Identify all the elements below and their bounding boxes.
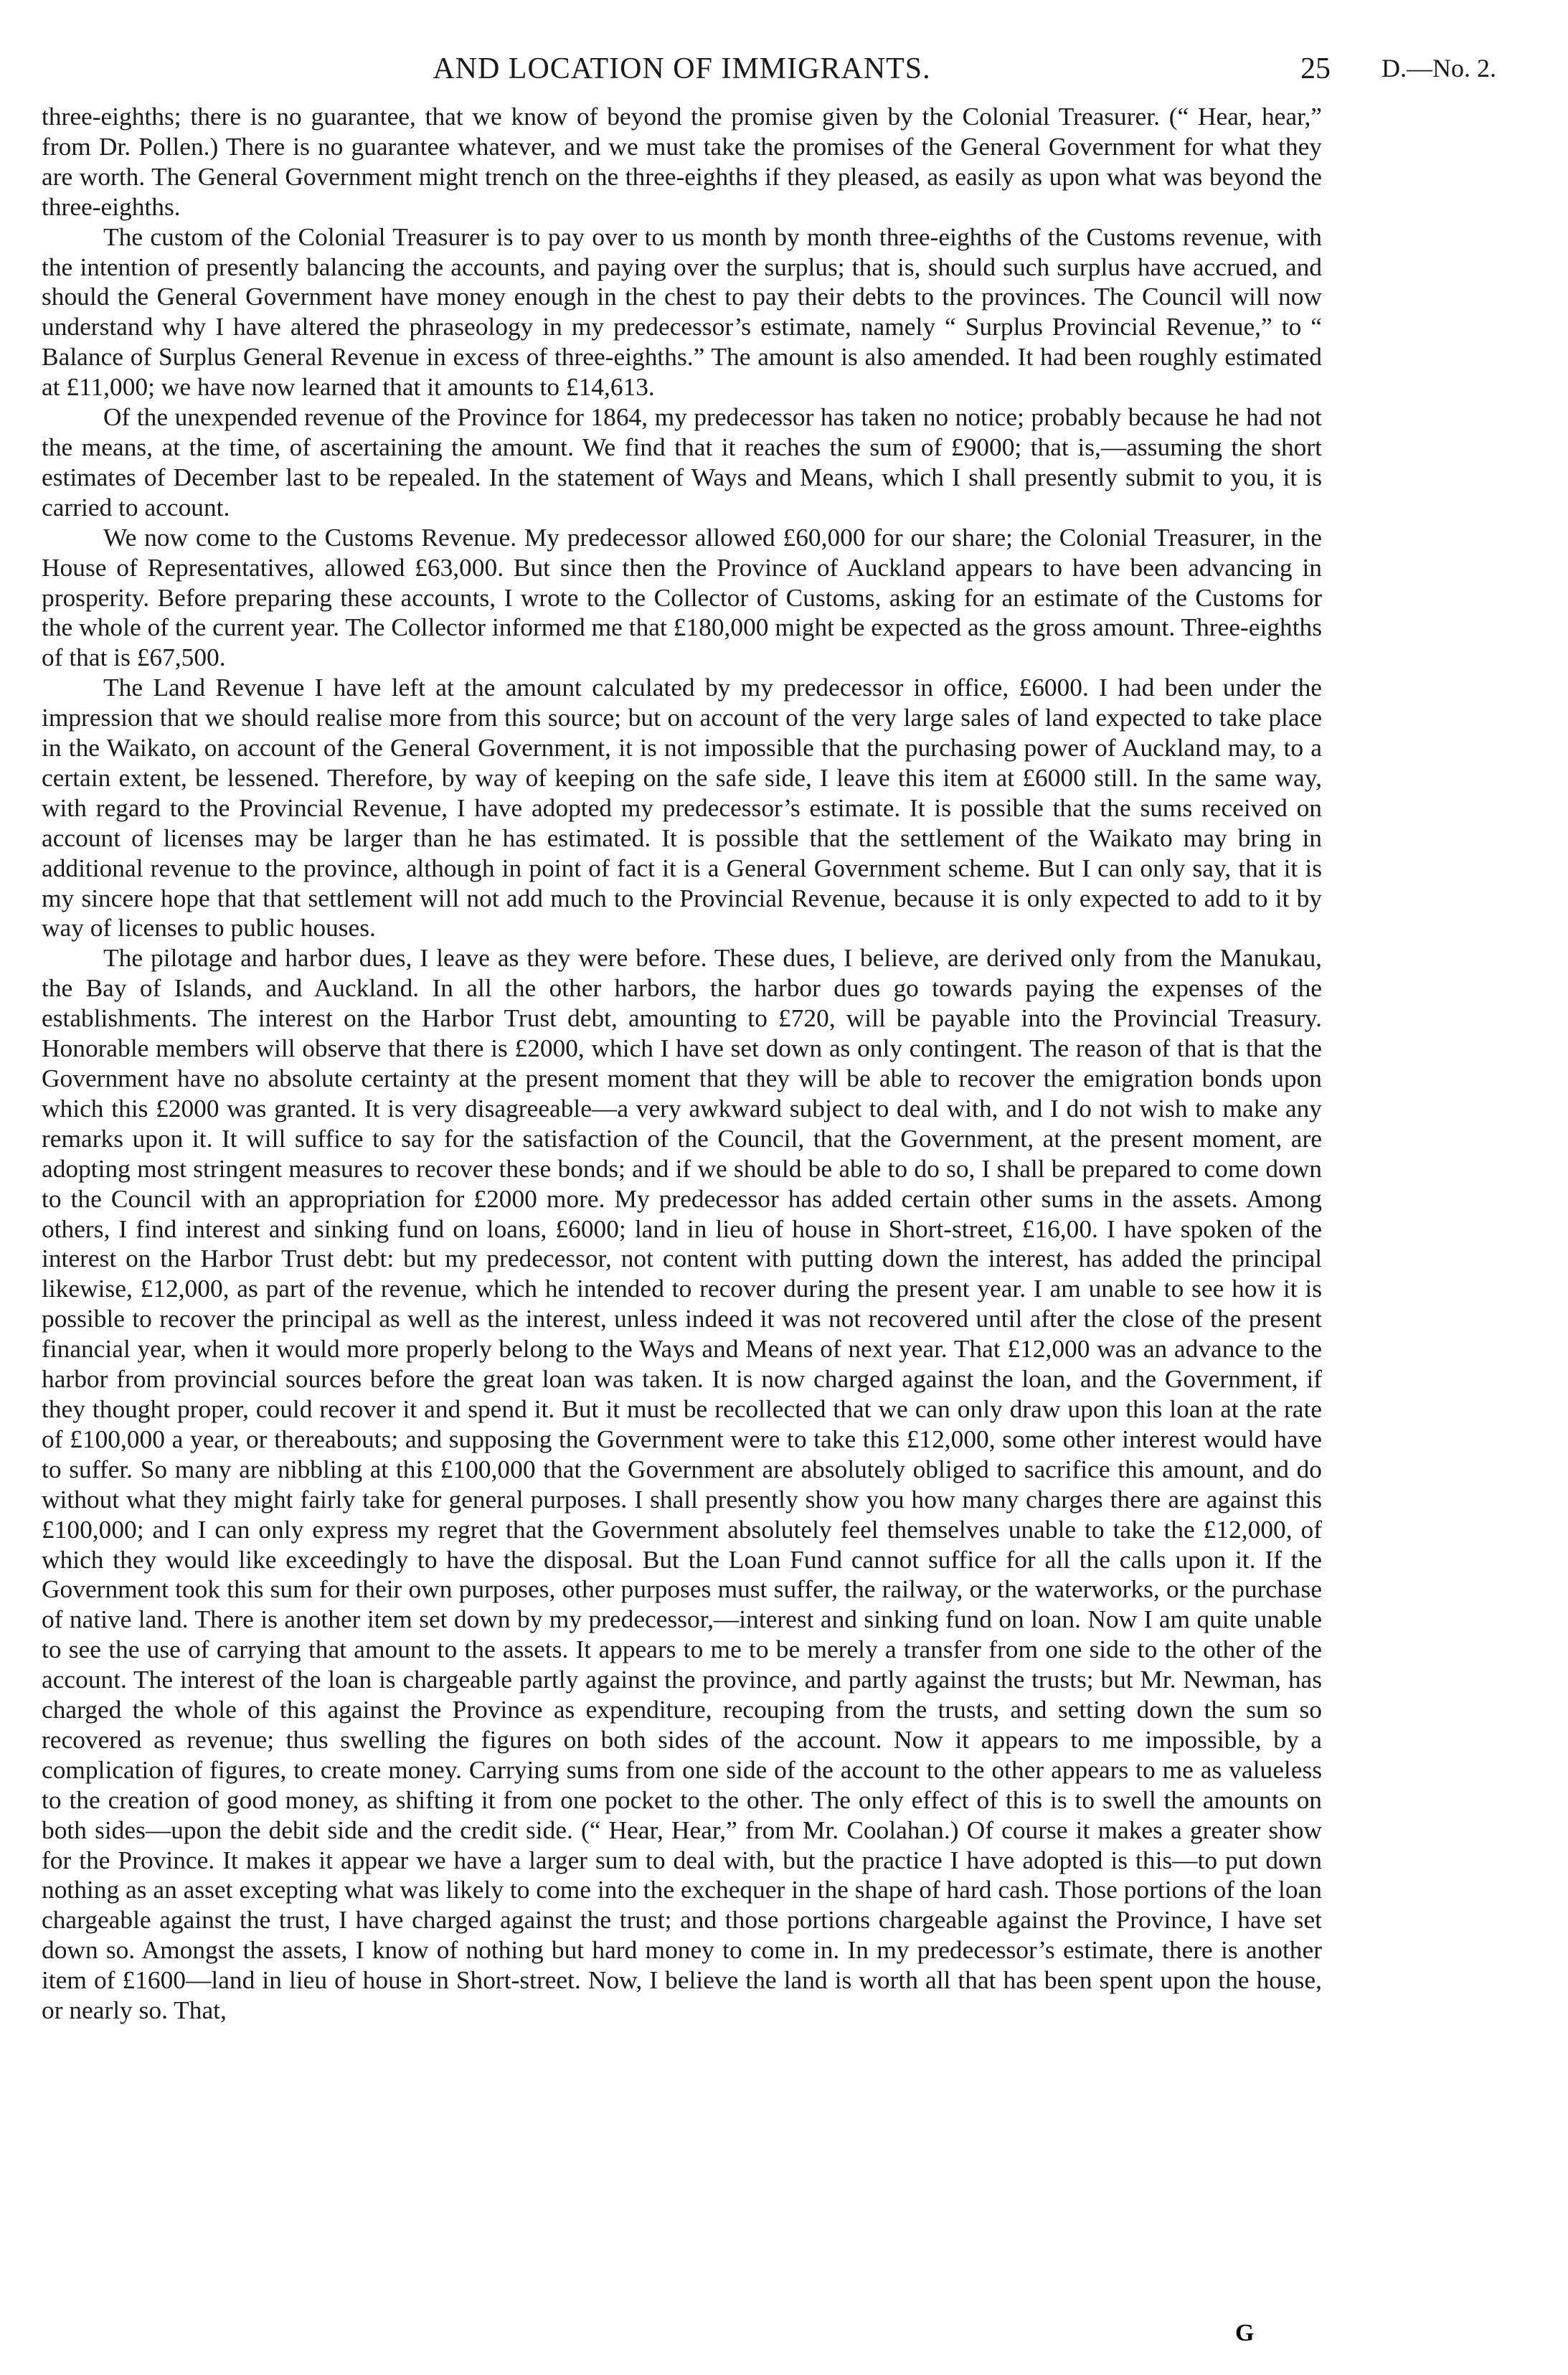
- paragraph: three-eighths; there is no guarantee, that we know of beyond the promise given by the Colonial Treasurer. (“ Hear, hear,” from Dr. Pollen.) There is no guarantee whatever, and we must take the promises of the General Government for what they are worth. The General Government might trench on the three-eighths if they pleased, as easily as upon what was beyond the three-eighths.: [42, 102, 1322, 221]
- paragraph: We now come to the Customs Revenue. My predecessor allowed £60,000 for our share; the Colonial Treasurer, in the House of Representatives, allowed £63,000. But since then the Province of Auckland appears to have been advancing in prosperity. Before preparing these accounts, I wrote to the Collector of Customs, asking for an estimate of the Customs for the whole of the current year. The Collector informed me that £180,000 might be expected as the gross amount. Three-eighths of that is £67,500.: [42, 522, 1322, 672]
- paragraph: Of the unexpended revenue of the Province for 1864, my predecessor has taken no notice; probably because he had not the means, at the time, of ascertaining the amount. We find that it reaches the sum of £9000; that is,—assuming the short estimates of December last to be repealed. In the statement of Ways and Means, which I shall presently submit to you, it is carried to account.: [42, 402, 1322, 521]
- paragraph: The pilotage and harbor dues, I leave as they were before. These dues, I believe, are derived only from the Manukau, the Bay of Islands, and Auckland. In all the other harbors, the harbor dues go towards paying the expenses of the establishments. The interest on the Harbor Trust debt, amounting to £720, will be payable into the Provincial Treasury. Honorable members will observe that there is £2000, which I have set down as only contingent. The reason of that is that the Government have no absolute certainty at the present moment that they will be able to recover the emigration bonds upon which this £2000 was granted. It is very disagreeable—a very awkward subject to deal with, and I do not wish to make any remarks upon it. It will suffice to say for the satisfaction of the Council, that the Government, at the present moment, are adopting most stringent measures to recover these bonds; and if we should be able to do so, I shall be prepared to come down to the Council with an appropriation for £2000 more. My predecessor has added certain other sums in the assets. Among others, I find interest and sinking fund on loans, £6000; land in lieu of house in Short-street, £16,00. I have spoken of the interest on the Harbor Trust debt: but my predecessor, not content with putting down the interest, has added the principal likewise, £12,000, as part of the revenue, which he intended to recover during the present year. I am unable to see how it is possible to recover the principal as well as the interest, unless indeed it was not recovered until after the close of the present financial year, when it would more properly belong to the Ways and Means of next year. That £12,000 was an advance to the harbor from provincial sources before the great loan was taken. It is now charged against the loan, and the Government, if they thought proper, could recover it and spend it. But it must be recollected that we can only draw upon this loan at the rate of £100,000 a year, or thereabouts; and supposing the Government were to take this £12,000, some other interest would have to suffer. So many are nibbling at this £100,000 that the Government are absolutely obliged to sacrifice this amount, and do without what they might fairly take for general purposes. I shall presently show you how many charges there are against this £100,000; and I can only express my regret that the Government absolutely feel themselves unable to take the £12,000, of which they would like exceedingly to have the disposal. But the Loan Fund cannot suffice for all the calls upon it. If the Government took this sum for their own purposes, other purposes must suffer, the railway, or the waterworks, or the purchase of native land. There is another item set down by my predecessor,—interest and sinking fund on loan. Now I am quite unable to see the use of carrying that amount to the assets. It appears to me to be merely a transfer from one side to the other of the account. The interest of the loan is chargeable partly against the province, and partly against the trusts; but Mr. Newman, has charged the whole of this against the Province as expenditure, recouping from the trusts, and setting down the sum so recovered as revenue; thus swelling the figures on both sides of the account. Now it appears to me impossible, by a complication of figures, to create money. Carrying sums from one side of the account to the other appears to me as valueless to the creation of good money, as shifting it from one pocket to the other. The only effect of this is to swell the amounts on both sides—upon the debit side and the credit side. (“ Hear, Hear,” from Mr. Coolahan.) Of course it makes a greater show for the Province. It makes it appear we have a larger sum to deal with, but the practice I have adopted is this—to put down nothing as an asset excepting what was likely to come into the exchequer in the shape of hard cash. Those portions of the loan chargeable against the trust, I have charged against the trust; and those portions chargeable against the Province, I have set down so. Amongst the assets, I know of nothing but hard money to come in. In my predecessor’s estimate, there is another item of £1600—land in lieu of house in Short-street. Now, I believe the land is worth all that has been spent upon the house, or nearly so. That,: [42, 943, 1322, 2025]
- paragraph: The custom of the Colonial Treasurer is to pay over to us month by month three-eighths of the Customs revenue, with the intention of presently balancing the accounts, and paying over the surplus; that is, should such surplus have accrued, and should the General Government have money enough in the chest to pay their debts to the provinces. The Council will now understand why I have altered the phraseology in my predecessor’s estimate, namely “ Surplus Provincial Revenue,” to “ Balance of Surplus General Revenue in excess of three-eighths.” The amount is also amended. It had been roughly estimated at £11,000; we have now learned that it amounts to £14,613.: [42, 222, 1322, 402]
- running-header: [42, 52, 1526, 98]
- document-reference: D.—No. 2.: [1382, 54, 1496, 82]
- paragraph: The Land Revenue I have left at the amount calculated by my predecessor in office, £6000. I had been under the impression that we should realise more from this source; but on account of the very large sales of land expected to take place in the Waikato, on account of the General Government, it is not impossible that the purchasing power of Auckland may, to a certain extent, be lessened. Therefore, by way of keeping on the safe side, I leave this item at £6000 still. In the same way, with regard to the Provincial Revenue, I have adopted my predecessor’s estimate. It is possible that the sums received on account of licenses may be larger than he has estimated. It is possible that the settlement of the Waikato may bring in additional revenue to the province, although in point of fact it is a General Government scheme. But I can only say, that it is my sincere hope that that settlement will not add much to the Provincial Revenue, because it is only expected to add to it by way of licenses to public houses.: [42, 673, 1322, 943]
- body-text: [42, 102, 1322, 2026]
- page-title: AND LOCATION OF IMMIGRANTS.: [433, 52, 931, 85]
- document-page: [42, 52, 1496, 2026]
- page-number: 25: [1300, 52, 1331, 85]
- signature-mark: G: [1235, 2320, 1255, 2346]
